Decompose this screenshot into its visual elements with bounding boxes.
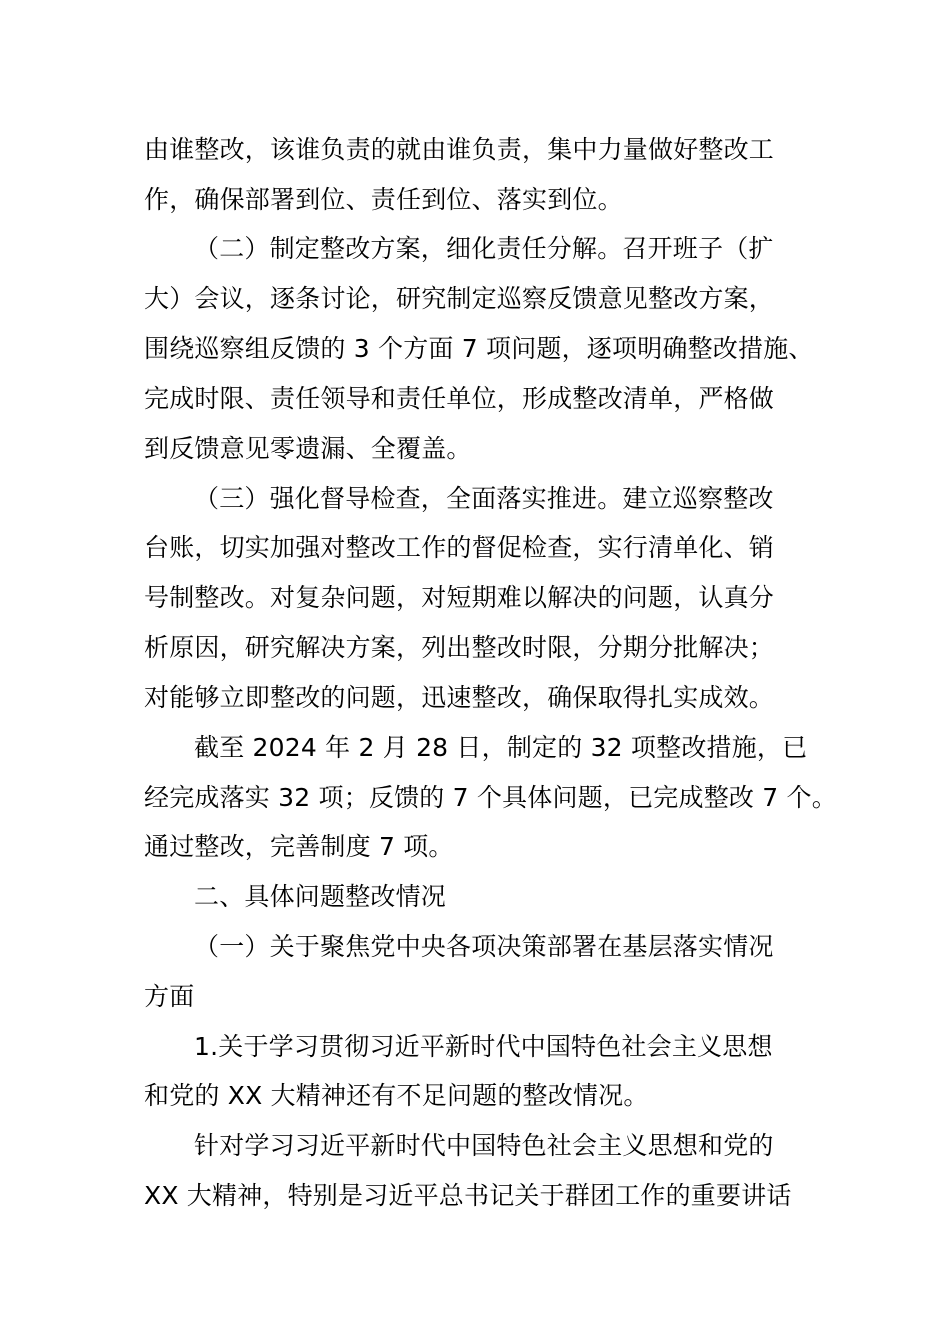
item-heading-1: 1.关于学习贯彻习近平新时代中国特色社会主义思想 (194, 1032, 773, 1061)
text-line: 析原因，研究解决方案，列出整改时限，分期分批解决； (144, 633, 775, 662)
subsection-heading-1: （一）关于聚焦党中央各项决策部署在基层落实情况 (194, 932, 774, 961)
section-heading-3: （三）强化督导检查，全面落实推进。建立巡察整改 (194, 484, 774, 513)
text-line: 通过整改，完善制度 7 项。 (144, 832, 454, 861)
text-line: 经完成落实 32 项；反馈的 7 个具体问题，已完成整改 7 个。 (144, 783, 837, 812)
text-line: 大）会议，逐条讨论，研究制定巡察反馈意见整改方案， (144, 284, 775, 313)
text-line: 完成时限、责任领导和责任单位，形成整改清单，严格做 (144, 384, 775, 413)
chapter-heading: 二、具体问题整改情况 (194, 882, 447, 911)
text-line: 号制整改。对复杂问题，对短期难以解决的问题，认真分 (144, 583, 775, 612)
text-line: 和党的 XX 大精神还有不足问题的整改情况。 (144, 1081, 649, 1110)
text-line: 对能够立即整改的问题，迅速整改，确保取得扎实成效。 (144, 683, 775, 712)
text-line: XX 大精神，特别是习近平总书记关于群团工作的重要讲话 (144, 1181, 792, 1210)
text-line: 到反馈意见零遗漏、全覆盖。 (144, 434, 472, 463)
text-line: 围绕巡察组反馈的 3 个方面 7 项问题，逐项明确整改措施、 (144, 334, 814, 363)
text-line: 由谁整改，该谁负责的就由谁负责，集中力量做好整改工 (144, 135, 775, 164)
text-line: 方面 (144, 982, 195, 1011)
text-line: 台账，切实加强对整改工作的督促检查，实行清单化、销 (144, 533, 775, 562)
summary-paragraph-start: 截至 2024 年 2 月 28 日，制定的 32 项整改措施，已 (194, 733, 808, 762)
section-heading-2: （二）制定整改方案，细化责任分解。召开班子（扩 (194, 234, 774, 263)
paragraph-start: 针对学习习近平新时代中国特色社会主义思想和党的 (194, 1131, 774, 1160)
text-line: 作，确保部署到位、责任到位、落实到位。 (144, 185, 623, 214)
